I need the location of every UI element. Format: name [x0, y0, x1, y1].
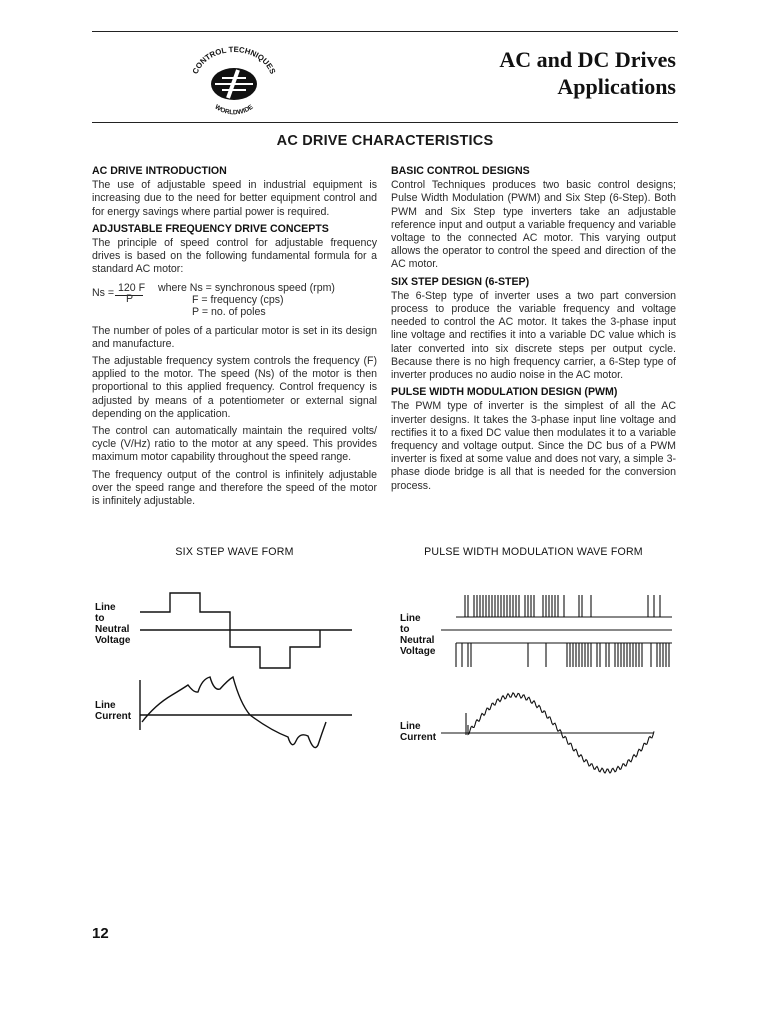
six-step-current-trace [142, 677, 326, 748]
title-line-1: AC and DC Drives [499, 47, 676, 72]
poles-paragraph: The number of poles of a particular motor is set in its design and manufacture. [92, 324, 377, 350]
speed-formula [92, 281, 377, 321]
formula-where-1: where Ns = synchronous speed (rpm) [158, 281, 335, 294]
pwm-pulse-train [456, 595, 672, 667]
formula-denominator: P [126, 292, 134, 305]
left-column [92, 165, 377, 512]
control-techniques-logo [182, 40, 286, 118]
afd-text: The principle of speed control for adjustable frequency drives is based on the following fundamental formula for a standard AC motor: [92, 237, 377, 276]
pwm-heading: PULSE WIDTH MODULATION DESIGN (PWM) [391, 386, 618, 399]
header-rule [92, 122, 678, 123]
six-step-current-label: Line Current [95, 700, 132, 722]
six-step-voltage-label: Line to Neutral Voltage [95, 602, 131, 646]
title-line-2: Applications [557, 74, 676, 99]
afd-heading: ADJUSTABLE FREQUENCY DRIVE CONCEPTS [92, 222, 329, 235]
pwm-voltage-pulses [456, 595, 672, 667]
top-rule [92, 31, 678, 32]
intro-heading: AC DRIVE INTRODUCTION [92, 165, 227, 177]
six-step-figure-title: SIX STEP WAVE FORM [175, 546, 294, 558]
page-title [499, 46, 676, 100]
right-column [391, 165, 676, 497]
basic-heading: BASIC CONTROL DESIGNS [391, 165, 530, 177]
pwm-current-label: Line Current [400, 721, 437, 743]
logo-text-top: CONTROL TECHNIQUES [190, 44, 278, 76]
pwm-figure-title: PULSE WIDTH MODULATION WAVE FORM [424, 546, 643, 558]
pwm-voltage-label: Line to Neutral Voltage [400, 613, 436, 657]
logo-text-bottom: WORLDWIDE [213, 103, 255, 117]
formula-numerator: 120 F [118, 281, 146, 294]
six-step-text: The 6-Step type of inverter uses a two part conversion process to produce the variable frequency and voltage needed to control the AC motor. It takes the 3-phase input line voltage and rectifies it into a variable DC value which is later converted into six discrete steps per output cycle. Because there is no high frequency carrier, a 6-Step type of inverter produces no audio noise in the AC motor. [391, 289, 676, 382]
frequency-paragraph: The adjustable frequency system controls the frequency (F) applied to the motor. The speed (Ns) of the motor is then proportional to this applied frequency. Control frequency is adjusted by means of a potentiometer or external signal depending on the application. [92, 355, 377, 420]
pwm-waveform [436, 585, 676, 775]
volts-cycle-paragraph: The control can automatically maintain the required volts/ cycle (V/Hz) ratio to the motor at any speed. This provides maximum motor capability throughout the speed range. [92, 425, 377, 464]
pwm-text: The PWM type of inverter is the simplest of all the AC inverter designs. It takes the 3-phase input line voltage and rectifies it to a fixed DC value then modulates it to a variable frequency and voltage output. Since the DC bus of a PWM inverter is fixed at some value and does not vary, a simple 3-phase diode bridge is all that is needed for the conversion process. [391, 400, 676, 492]
formula-ns: Ns = [92, 286, 115, 299]
formula-where-3: P = no. of poles [192, 305, 266, 318]
basic-text: Control Techniques produces two basic control designs; Pulse Width Modulation (PWM) and Six Step (6-Step). Both PWM and Six Step type inverters take an adjustable reference input and output a variable frequency and variable voltage to the connected AC motor. This varying output allows the operator to control the speed and direction of the AC motor. [391, 179, 676, 271]
page-number: 12 [92, 925, 109, 942]
adjustable-paragraph: The frequency output of the control is infinitely adjustable over the speed range and therefore the speed of the motor is infinitely adjustable. [92, 468, 377, 508]
intro-text: The use of adjustable speed in industrial equipment is increasing due to the need for better equipment control and for energy savings where partial power is required. [92, 179, 377, 218]
six-step-waveform [130, 585, 360, 765]
formula-where-2: F = frequency (cps) [192, 293, 284, 306]
svg-text:WORLDWIDE [213, 103, 255, 116]
six-step-heading: SIX STEP DESIGN (6-STEP) [391, 275, 530, 288]
section-title: AC DRIVE CHARACTERISTICS [276, 133, 494, 149]
